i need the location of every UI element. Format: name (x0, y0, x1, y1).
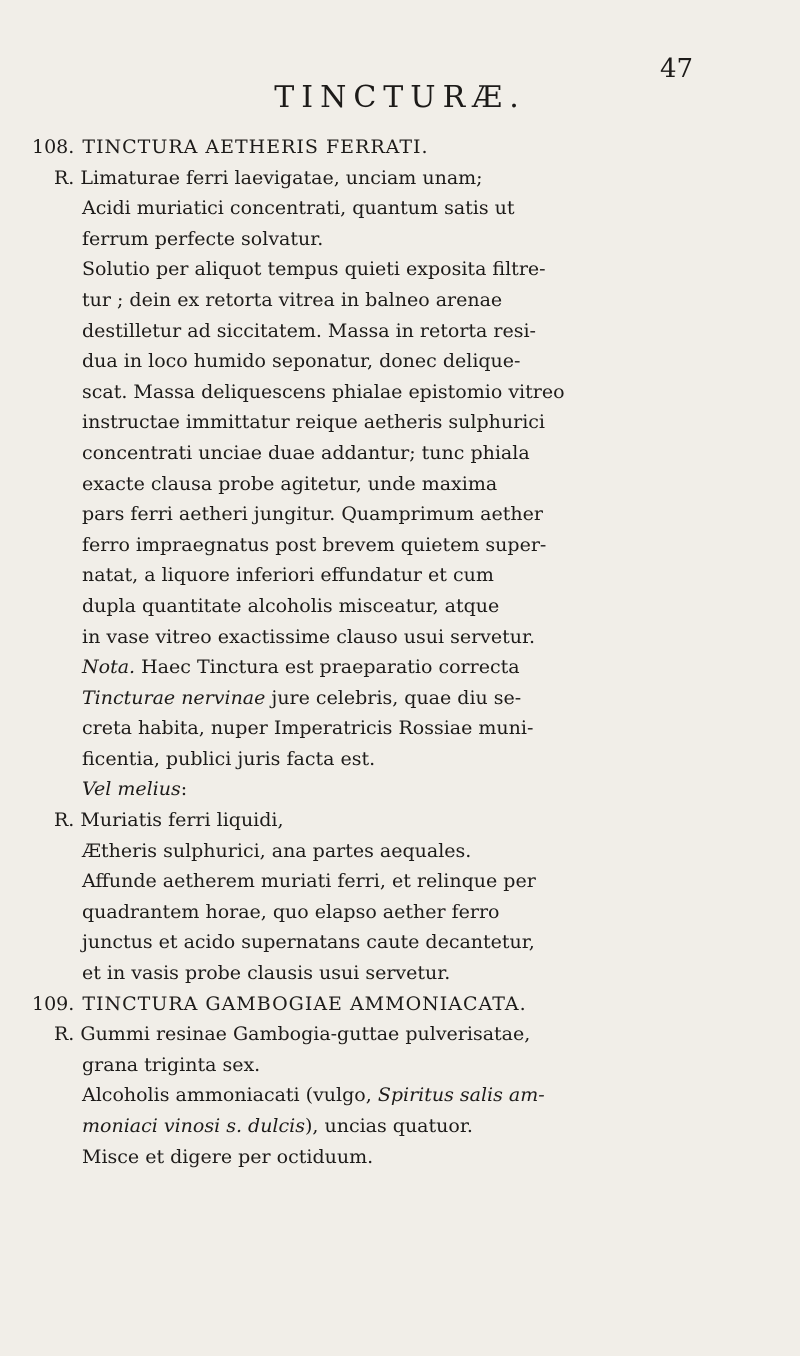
line-text: grana triginta sex. (82, 1053, 261, 1076)
section-title: TINCTURA AETHERIS FERRATI. (82, 136, 429, 158)
text-line (32, 530, 792, 561)
body-text (32, 132, 792, 1172)
text-line (32, 744, 792, 775)
text-line (32, 224, 792, 255)
text-line (32, 836, 792, 867)
running-head: TINCTURÆ. (274, 80, 526, 115)
page-number: 47 (660, 54, 694, 84)
text-line (32, 713, 792, 744)
italic-text: Nota. (82, 656, 136, 679)
line-text: pars ferri aetheri jungitur. Quamprimum aether (82, 503, 543, 526)
text-line (32, 1019, 792, 1050)
line-text: : (180, 778, 188, 801)
line-text: R. Muriatis ferri liquidi, (54, 809, 284, 832)
line-text: scat. Massa deliquescens phialae epistomio vitreo (82, 380, 565, 403)
text-line (32, 285, 792, 316)
text-line (32, 927, 792, 958)
italic-text: Spiritus salis am- (377, 1084, 545, 1107)
section-heading (32, 989, 792, 1020)
line-text: ), uncias quatuor. (304, 1115, 473, 1137)
text-line (32, 622, 792, 653)
text-line (32, 377, 792, 408)
text-line (32, 805, 792, 836)
text-line (32, 866, 792, 897)
text-line (32, 254, 792, 285)
section-number: 109. (32, 992, 75, 1015)
line-text: ferrum perfecte solvatur. (82, 227, 324, 250)
text-line (32, 438, 792, 469)
line-text: creta habita, nuper Imperatricis Rossiae muni- (82, 717, 534, 740)
text-line (32, 591, 792, 622)
line-text: Alcoholis ammoniacati (vulgo, (82, 1084, 378, 1107)
line-text: et in vasis probe clausis usui servetur. (82, 962, 451, 985)
line-text: natat, a liquore inferiori effundatur et cum (82, 564, 494, 587)
text-line (32, 469, 792, 500)
text-line (32, 193, 792, 224)
line-text: jure celebris, quae diu se- (265, 686, 522, 709)
line-text: tur ; dein ex retorta vitrea in balneo arenae (82, 288, 503, 311)
line-text: in vase vitreo exactissime clauso usui servetur. (82, 625, 536, 648)
line-text: R. Limaturae ferri laevigatae, unciam unam; (54, 166, 483, 189)
line-text: Haec Tinctura est praeparatio correcta (135, 656, 520, 679)
text-line (32, 346, 792, 377)
page-header (0, 80, 800, 115)
line-text: Acidi muriatici concentrati, quantum satis ut (82, 197, 515, 220)
text-line (32, 1050, 792, 1081)
section-number: 108. (32, 136, 75, 158)
text-line (32, 407, 792, 438)
line-text: R. Gummi resinae Gambogia-guttae pulverisatae, (54, 1023, 531, 1046)
line-text: dua in loco humido seponatur, donec delique- (82, 350, 521, 373)
text-line (32, 1111, 792, 1142)
text-line (32, 652, 792, 683)
line-text: ferro impraegnatus post brevem quietem super- (82, 533, 547, 556)
line-text: exacte clausa probe agitetur, unde maxima (82, 472, 498, 495)
line-text: Affunde aetherem muriati ferri, et relinque per (82, 870, 536, 893)
section-title: TINCTURA GAMBOGIAE AMMONIACATA. (82, 992, 527, 1015)
line-text: junctus et acido supernatans caute decantetur, (82, 931, 535, 954)
text-line (32, 499, 792, 530)
section-heading (32, 132, 792, 163)
text-line (32, 683, 792, 714)
text-line (32, 958, 792, 989)
line-text: ficentia, publici juris facta est. (82, 747, 376, 770)
text-line (32, 897, 792, 928)
text-line (32, 560, 792, 591)
italic-text: moniaci vinosi s. dulcis (82, 1115, 305, 1137)
line-text: Solutio per aliquot tempus quieti exposita filtre- (82, 258, 546, 281)
text-line (32, 1142, 792, 1173)
text-line (32, 1080, 792, 1111)
line-text: Misce et digere per octiduum. (82, 1145, 374, 1168)
text-line (32, 163, 792, 194)
line-text: destilletur ad siccitatem. Massa in retorta resi- (82, 319, 536, 342)
line-text: dupla quantitate alcoholis misceatur, atque (82, 594, 500, 617)
line-text: concentrati unciae duae addantur; tunc phiala (82, 441, 530, 464)
text-line (32, 774, 792, 805)
italic-text: Vel melius (82, 778, 181, 801)
line-text: quadrantem horae, quo elapso aether ferro (82, 900, 500, 923)
line-text: instructae immittatur reique aetheris sulphurici (82, 411, 545, 434)
line-text: Ætheris sulphurici, ana partes aequales. (82, 839, 472, 862)
italic-text: Tincturae nervinae (82, 686, 266, 709)
text-line (32, 316, 792, 347)
